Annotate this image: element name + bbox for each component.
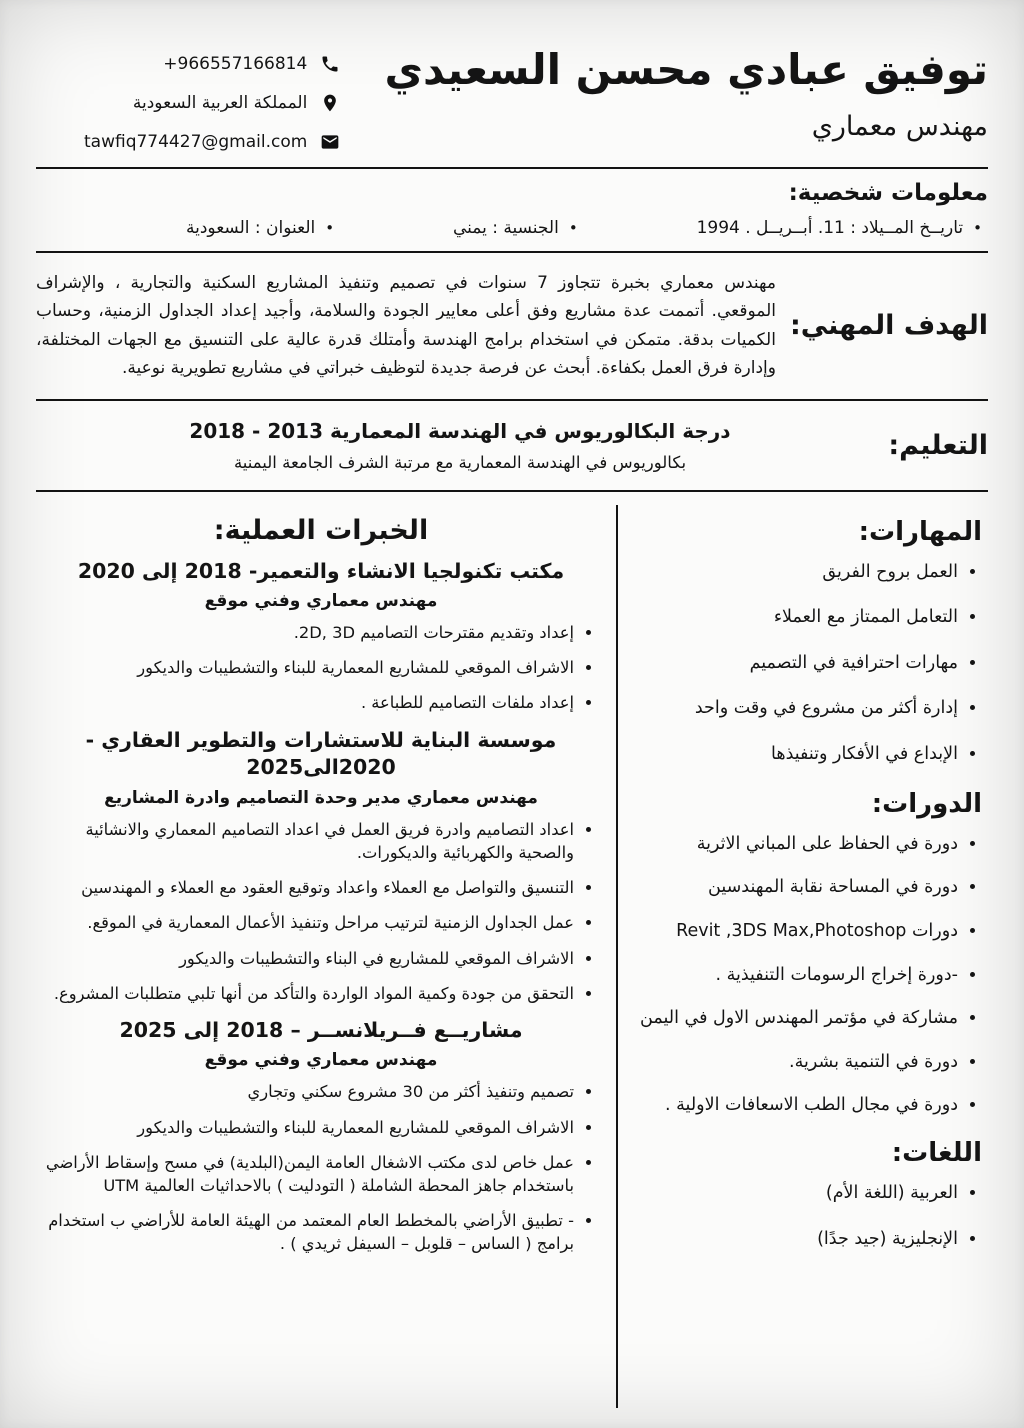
education-details: بكالوريوس في الهندسة المعمارية مع مرتبة الشرف الجامعة اليمنية (233, 452, 687, 472)
personal-info-list (36, 218, 988, 238)
sidebar (616, 505, 988, 1409)
job-entry (40, 558, 602, 715)
job-bullet: • - تطبيق الأراضي بالمخطط العام المعتمد من الهيئة العامة للأراضي ب استخدام برامج ( الساس – قلوبل – السيفل ثريدي ) . (40, 1209, 574, 1255)
personal-info-heading: معلومات شخصية: (788, 180, 988, 206)
personal-info-item: • تاريــخ المــيلاد : 11. أبــريــل . 1994 (697, 218, 982, 238)
skill-item: • مهارات احترافية في التصميم (632, 652, 958, 676)
phone-number: +966557166814 (163, 54, 308, 74)
phone-row (163, 54, 340, 74)
email-icon (320, 132, 340, 152)
job-bullet: • التحقق من جودة وكمية المواد الواردة والتأكد من أنها تلبي متطلبات المشروع. (40, 982, 574, 1005)
personal-info-section (36, 178, 988, 242)
name-block (385, 44, 988, 142)
skills-list (632, 561, 982, 767)
job-title-line: موسسة البناية للاستشارات والتطوير العقاري - 2020الى2025 (85, 727, 557, 780)
skills-section (632, 517, 982, 767)
email-row (84, 132, 340, 152)
location-row (133, 93, 340, 113)
job-bullet-list (40, 621, 602, 714)
job-title-line: مكتب تكنولجيا الانشاء والتعمير- 2018 إلى 2020 (77, 558, 565, 583)
job-bullet-list (40, 818, 602, 1005)
job-title: مهندس معماري (811, 110, 988, 142)
phone-icon (320, 54, 340, 74)
language-item: • الإنجليزية (جيد جدًا) (632, 1228, 958, 1252)
job-entry (40, 727, 602, 1005)
objective-text: مهندس معماري بخبرة تتجاوز 7 سنوات في تصميم وتنفيذ المشاريع السكنية والتجارية ، والإشراف الموقعي. أتممت عدة مشاريع وفق أعلى معايير الجودة والسلامة، وأجيد إعداد الجداول الزمنية، وحساب الكميات بدقة. متمكن في استخدام برامج الهندسة وأمتلك قدرة عالية على التنسيق مع الجهات المختلفة، وإدارة فرق العمل بكفاءة. أبحث عن فرصة جديدة لتوظيف خبراتي في مشاريع تطويرية نوعية. (36, 273, 776, 379)
divider (36, 167, 988, 169)
course-item: • دورات Revit ,3DS Max,Photoshop (632, 920, 958, 944)
languages-heading: اللغات: (891, 1138, 982, 1168)
objective-heading: الهدف المهني: (789, 310, 988, 342)
education-content (36, 419, 844, 472)
email-address: tawfiq774427@gmail.com (84, 132, 308, 152)
languages-list (632, 1182, 982, 1251)
course-item: • دورة في المساحة نقابة المهندسين (632, 876, 958, 900)
personal-info-item: • الجنسية : يمني (453, 218, 578, 238)
job-bullet: • التنسيق والتواصل مع العملاء واعداد وتوقيع العقود مع العملاء و المهندسين (40, 876, 574, 899)
job-role-line: مهندس معماري وفني موقع (204, 591, 438, 612)
objective-section (36, 262, 988, 390)
divider (36, 399, 988, 401)
divider (36, 490, 988, 492)
job-bullet-list (40, 1080, 602, 1255)
job-bullet: • إعداد وتقديم مقترحات التصاميم 2D, 3D. (40, 621, 574, 644)
courses-section (632, 789, 982, 1118)
course-item: • دورة في الحفاظ على المباني الاثرية (632, 833, 958, 857)
language-item: • العربية (اللغة الأم) (632, 1182, 958, 1206)
job-role-line: مهندس معماري مدير وحدة التصاميم وادرة المشاريع (104, 787, 538, 808)
experience-column (36, 505, 616, 1409)
experience-heading: الخبرات العملية: (213, 514, 429, 546)
header (36, 44, 988, 152)
courses-heading: الدورات: (871, 788, 982, 819)
candidate-name: توفيق عبادي محسن السعيدي (384, 45, 988, 94)
skills-heading: المهارات: (858, 516, 982, 547)
course-item: • دورة في التنمية بشرية. (632, 1051, 958, 1075)
job-bullet: • تصميم وتنفيذ أكثر من 30 مشروع سكني وتجاري (40, 1080, 574, 1103)
skill-item: • التعامل الممتاز مع العملاء (632, 606, 958, 630)
job-bullet: • اعداد التصاميم وادرة فريق العمل في اعداد التصاميم المعماري والانشائية والصحية والكهربائية والديكورات. (40, 818, 574, 864)
job-title-line: مشاريــع فــريلانســر – 2018 إلى 2025 (119, 1017, 523, 1042)
skill-item: • إدارة أكثر من مشروع في وقت واحد (632, 697, 958, 721)
job-bullet: • إعداد ملفات التصاميم للطباعة . (40, 691, 574, 714)
course-item: • -دورة إخراج الرسومات التنفيذية . (632, 964, 958, 988)
divider (36, 251, 988, 253)
body-columns (36, 505, 988, 1409)
job-bullet: • الاشراف الموقعي للمشاريع في البناء والتشطيبات والديكور (40, 947, 574, 970)
job-bullet: • الاشراف الموقعي للمشاريع المعمارية للبناء والتشطيبات والديكور (40, 1116, 574, 1139)
course-item: • مشاركة في مؤتمر المهندس الاول في اليمن (632, 1007, 958, 1031)
job-role-line: مهندس معماري وفني موقع (204, 1050, 438, 1071)
skill-item: • الإبداع في الأفكار وتنفيذها (632, 743, 958, 767)
location-pin-icon (320, 93, 340, 113)
job-bullet: • عمل خاص لدى مكتب الاشغال العامة اليمن(البلدية) في مسح وإسقاط الأراضي باستخدام جاهز المحطة الشاملة ( التودليت ) بالاحداثيات العالمية UTM (40, 1151, 574, 1197)
education-section (36, 410, 988, 481)
job-bullet: • الاشراف الموقعي للمشاريع المعمارية للبناء والتشطيبات والديكور (40, 656, 574, 679)
personal-info-item: • العنوان : السعودية (186, 218, 334, 238)
job-bullet: • عمل الجداول الزمنية لترتيب مراحل وتنفيذ الأعمال المعمارية في الموقع. (40, 911, 574, 934)
courses-list (632, 833, 982, 1118)
skill-item: • العمل بروح الفريق (632, 561, 958, 585)
contact-info (84, 54, 340, 152)
education-degree: درجة البكالوريوس في الهندسة المعمارية 2013 - 2018 (189, 418, 731, 443)
languages-section (632, 1138, 982, 1251)
education-heading: التعليم: (888, 429, 988, 461)
course-item: • دورة في مجال الطب الاسعافات الاولية . (632, 1094, 958, 1118)
location-text: المملكة العربية السعودية (132, 93, 308, 113)
job-entry (40, 1017, 602, 1256)
